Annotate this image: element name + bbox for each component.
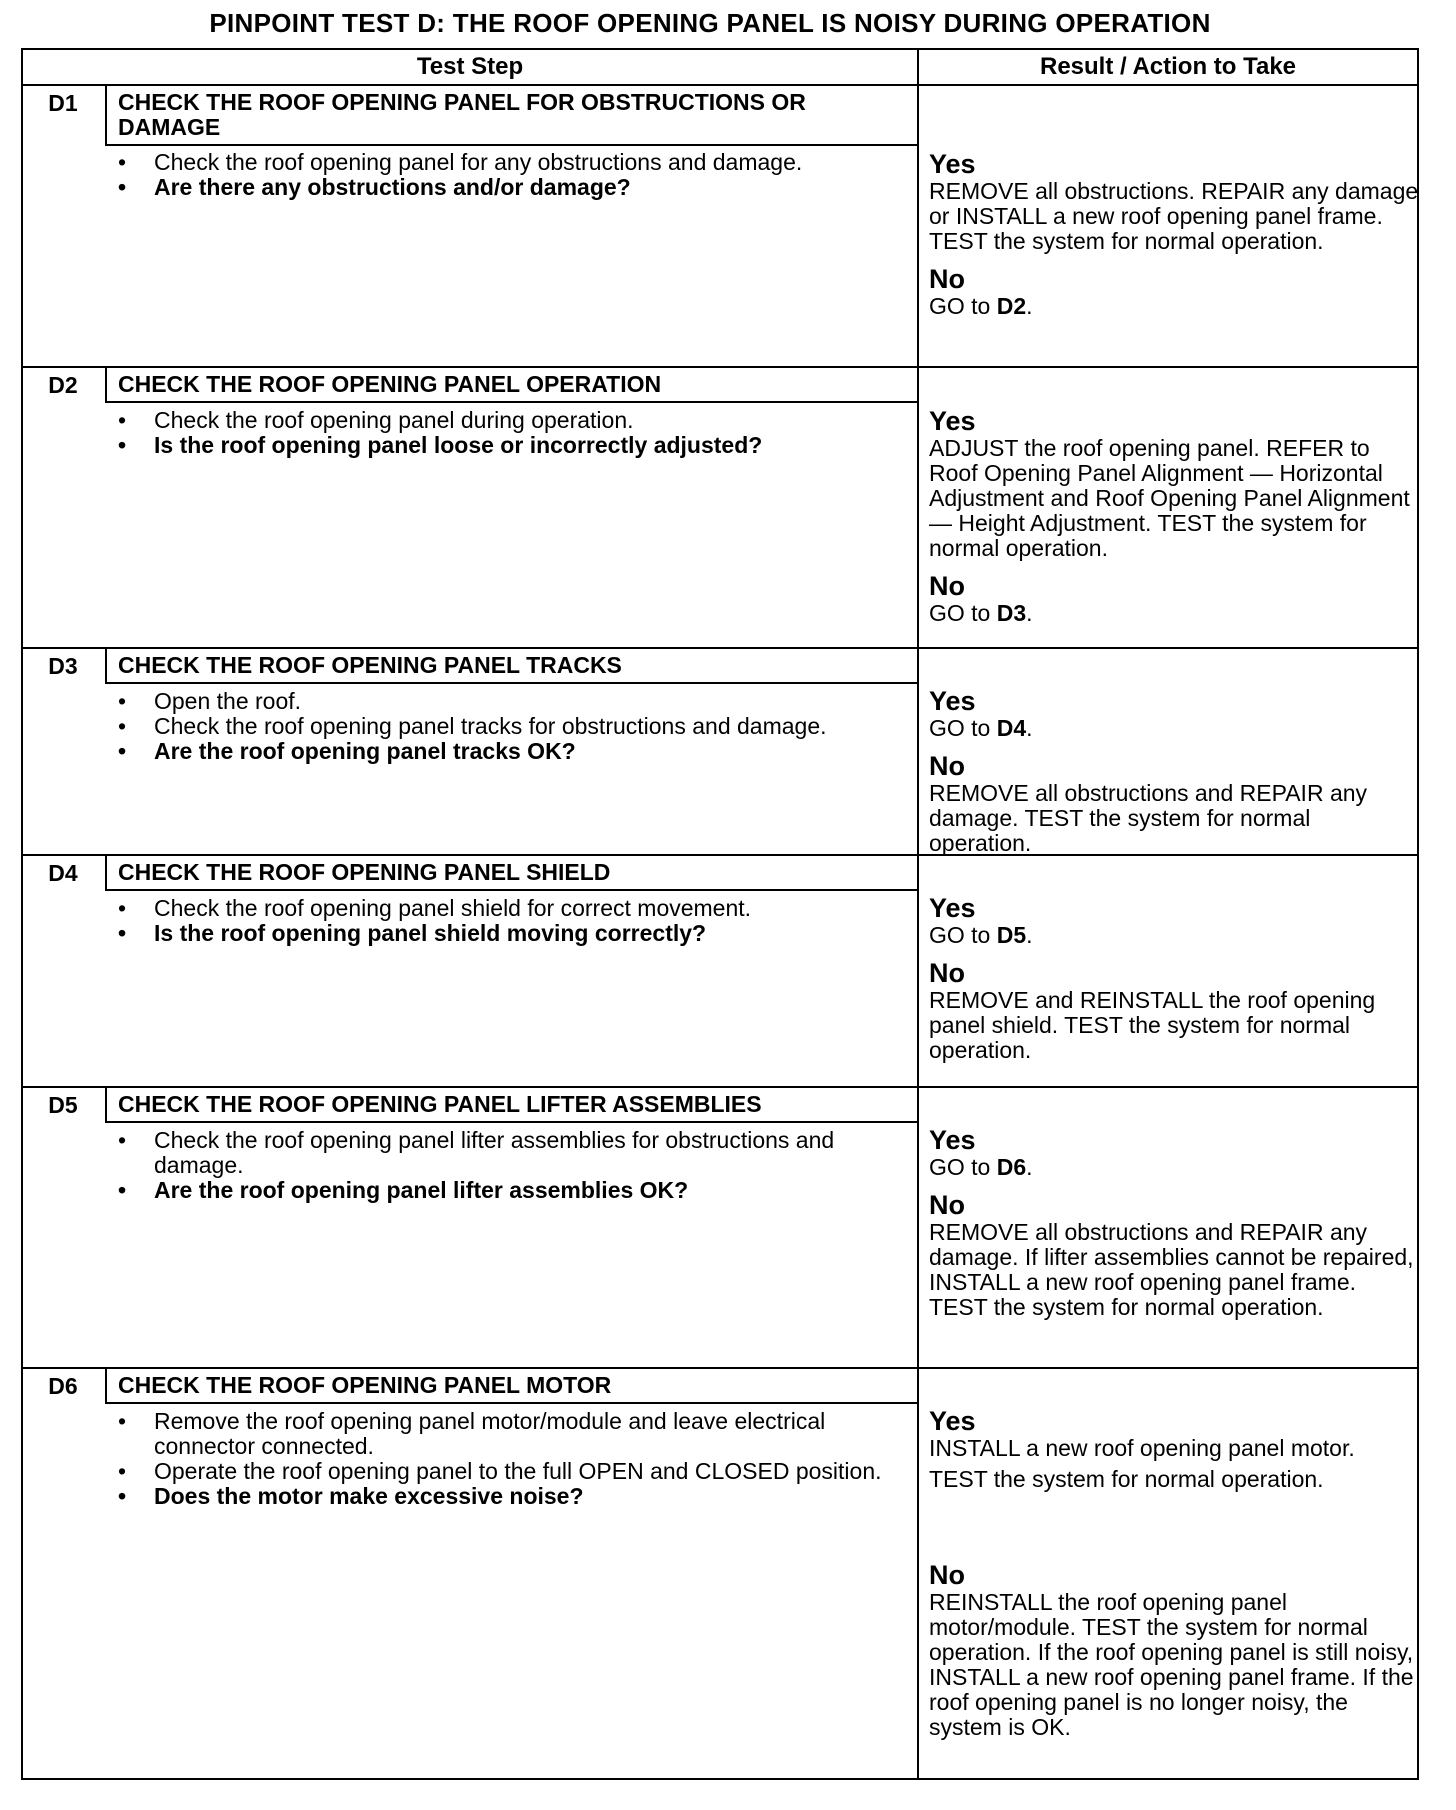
yes-action-2: TEST the system for normal operation. <box>929 1466 1324 1492</box>
heading-underline <box>105 1121 919 1123</box>
heading-underline <box>105 889 919 891</box>
step-bullet: • Check the roof opening panel lifter assemblies for obstructions and damage. <box>118 1128 898 1178</box>
step-bullets <box>118 408 898 458</box>
heading-underline <box>105 682 919 684</box>
step-result <box>929 1406 1419 1740</box>
step-question: • Is the roof opening panel loose or incorrectly adjusted? <box>118 433 898 458</box>
step-result <box>929 686 1419 856</box>
step-result <box>929 1125 1419 1320</box>
no-action-text: GO to <box>929 600 991 626</box>
yes-action-text: GO to <box>929 715 991 741</box>
page-title: PINPOINT TEST D: THE ROOF OPENING PANEL IS NOISY DURING OPERATION <box>209 8 1211 38</box>
yes-label: Yes <box>929 686 976 716</box>
no-action: GO to D2. <box>929 293 1033 319</box>
step-bullets <box>118 896 898 946</box>
step-bullet: • Check the roof opening panel shield for correct movement. <box>118 896 898 921</box>
step-code: D6 <box>48 1373 78 1399</box>
step-result <box>929 893 1419 1063</box>
header-divider <box>21 84 1419 86</box>
step-bullets <box>118 1409 898 1509</box>
step-bullet: • Open the roof. <box>118 689 898 714</box>
step-bullet: • Check the roof opening panel during operation. <box>118 408 898 433</box>
heading-underline <box>105 1402 919 1404</box>
step-bullets <box>118 689 898 764</box>
code-divider <box>105 647 107 684</box>
step-heading: CHECK THE ROOF OPENING PANEL MOTOR <box>118 1372 612 1398</box>
header-result: Result / Action to Take <box>1039 53 1297 80</box>
header-test-step: Test Step <box>416 53 524 80</box>
yes-action-text: GO to <box>929 922 991 948</box>
no-label: No <box>929 264 965 294</box>
step-bullet: • Check the roof opening panel tracks for obstructions and damage. <box>118 714 898 739</box>
step-heading: CHECK THE ROOF OPENING PANEL TRACKS <box>118 652 622 678</box>
no-label: No <box>929 958 965 988</box>
step-code: D1 <box>48 90 78 116</box>
heading-underline <box>105 401 919 403</box>
row-divider <box>21 1367 1419 1369</box>
heading-underline <box>105 144 919 146</box>
step-bullet: • Remove the roof opening panel motor/module and leave electrical connector connected. <box>118 1409 898 1459</box>
column-divider <box>917 48 919 1780</box>
step-link-d4[interactable]: D4 <box>996 715 1027 741</box>
no-action: REINSTALL the roof opening panel motor/module. TEST the system for normal operation. If the roof opening panel is still noisy, INSTALL a new roof opening panel frame. If the roof opening panel is no longer noisy, the system is OK. <box>929 1589 1414 1740</box>
row-divider <box>21 647 1419 649</box>
row-divider <box>21 366 1419 368</box>
step-result <box>929 149 1419 319</box>
step-heading: CHECK THE ROOF OPENING PANEL OPERATION <box>118 371 662 397</box>
no-label: No <box>929 1190 965 1220</box>
yes-action: REMOVE all obstructions. REPAIR any damage or INSTALL a new roof opening panel frame. TEST the system for normal operation. <box>929 178 1419 254</box>
yes-action: GO to D4. <box>929 715 1033 741</box>
no-action: REMOVE all obstructions and REPAIR any damage. TEST the system for normal operation. <box>929 780 1368 856</box>
yes-action: GO to D5. <box>929 922 1033 948</box>
step-question: • Are there any obstructions and/or damage? <box>118 175 898 200</box>
no-action: REMOVE all obstructions and REPAIR any damage. If lifter assemblies cannot be repaired, INSTALL a new roof opening panel frame. TEST the system for normal operation. <box>929 1219 1414 1320</box>
step-link-d6[interactable]: D6 <box>996 1154 1027 1180</box>
step-code: D5 <box>48 1092 78 1118</box>
step-code: D4 <box>48 860 78 886</box>
no-label: No <box>929 751 965 781</box>
step-question: • Are the roof opening panel tracks OK? <box>118 739 898 764</box>
step-link-d2[interactable]: D2 <box>996 293 1027 319</box>
yes-label: Yes <box>929 1125 976 1155</box>
step-link-d5[interactable]: D5 <box>996 922 1027 948</box>
step-bullet: • Check the roof opening panel for any obstructions and damage. <box>118 150 898 175</box>
no-label: No <box>929 571 965 601</box>
code-divider <box>105 1367 107 1404</box>
code-divider <box>105 854 107 891</box>
code-divider <box>105 366 107 403</box>
step-heading: CHECK THE ROOF OPENING PANEL FOR OBSTRUCTIONS OR DAMAGE <box>118 89 806 140</box>
step-heading: CHECK THE ROOF OPENING PANEL LIFTER ASSEMBLIES <box>118 1091 762 1117</box>
yes-action: ADJUST the roof opening panel. REFER to Roof Opening Panel Alignment — Horizontal Adjustment and Roof Opening Panel Alignment — Height Adjustment. TEST the system for normal operation. <box>929 435 1410 561</box>
yes-action: INSTALL a new roof opening panel motor. <box>929 1435 1355 1461</box>
step-question: • Are the roof opening panel lifter assemblies OK? <box>118 1178 898 1203</box>
no-action: GO to D3. <box>929 600 1033 626</box>
step-question: • Is the roof opening panel shield moving correctly? <box>118 921 898 946</box>
yes-label: Yes <box>929 893 976 923</box>
step-result <box>929 406 1419 626</box>
yes-action-text: GO to <box>929 1154 991 1180</box>
step-heading: CHECK THE ROOF OPENING PANEL SHIELD <box>118 859 611 885</box>
code-divider <box>105 84 107 146</box>
no-action-text: GO to <box>929 293 991 319</box>
yes-label: Yes <box>929 406 976 436</box>
no-action: REMOVE and REINSTALL the roof opening panel shield. TEST the system for normal operation. <box>929 987 1376 1063</box>
yes-label: Yes <box>929 149 976 179</box>
yes-label: Yes <box>929 1406 976 1436</box>
no-label: No <box>929 1560 965 1590</box>
step-question: • Does the motor make excessive noise? <box>118 1484 898 1509</box>
code-divider <box>105 1086 107 1123</box>
step-bullet: • Operate the roof opening panel to the full OPEN and CLOSED position. <box>118 1459 898 1484</box>
step-link-d3[interactable]: D3 <box>996 600 1027 626</box>
step-code: D2 <box>48 372 78 398</box>
yes-action: GO to D6. <box>929 1154 1033 1180</box>
step-code: D3 <box>48 653 78 679</box>
row-divider <box>21 1086 1419 1088</box>
step-bullets <box>118 1128 898 1203</box>
step-bullets <box>118 150 898 200</box>
